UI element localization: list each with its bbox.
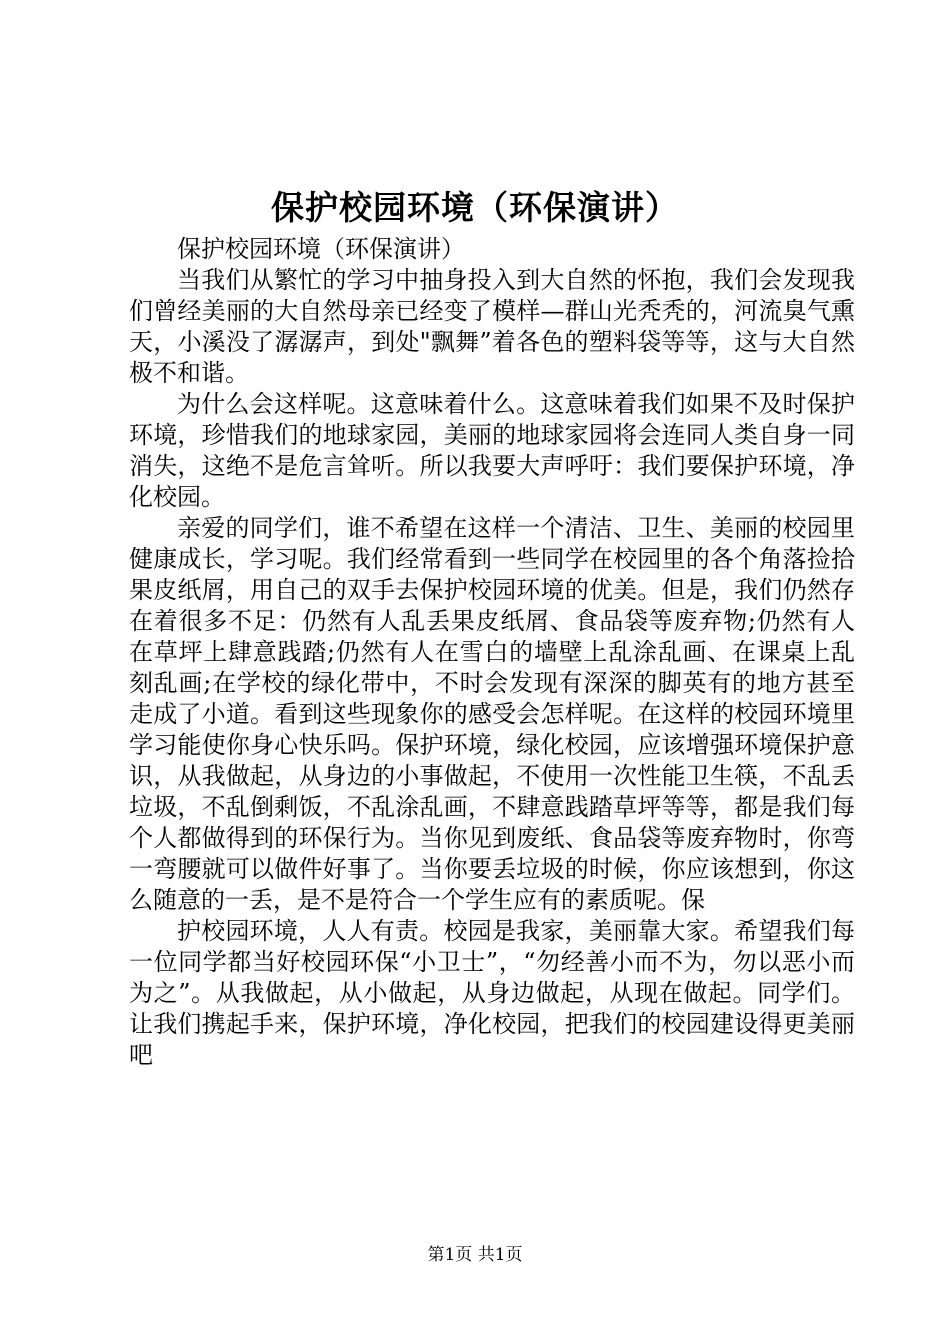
paragraph-subtitle: 保护校园环境（环保演讲） xyxy=(177,235,465,263)
paragraph-2: 为什么会这样呢。这意味着什么。这意味着我们如果不及时保护环境，珍惜我们的地球家园，美丽的地球家园将会连同人类自身一同消失，这绝不是危言耸听。所以我要大声呼吁：我们要保护环境，净化校园。 xyxy=(129,390,855,511)
paragraph-4: 护校园环境，人人有责。校园是我家，美丽靠大家。希望我们每一位同学都当好校园环保“小卫士”，“勿经善小而不为，勿以恶小而为之”。从我做起，从小做起，从身边做起，从现在做起。同学们。让我们携起手来，保护环境，净化校园，把我们的校园建设得更美丽吧 xyxy=(129,917,855,1069)
paragraph-1: 当我们从繁忙的学习中抽身投入到大自然的怀抱，我们会发现我们曾经美丽的大自然母亲已经变了模样—群山光秃秃的，河流臭气熏天，小溪没了潺潺声，到处"飘舞”着各色的塑料袋等等，这与大自然极不和谐。 xyxy=(129,266,855,387)
page-footer: 第1页 共1页 xyxy=(427,1245,523,1265)
paragraph-3: 亲爱的同学们，谁不希望在这样一个清洁、卫生、美丽的校园里健康成长，学习呢。我们经常看到一些同学在校园里的各个角落捡拾果皮纸屑，用自己的双手去保护校园环境的优美。但是，我们仍然存在着很多不足：仍然有人乱丢果皮纸屑、食品袋等废弃物;仍然有人在草坪上肆意践踏;仍然有人在雪白的墙壁上乱涂乱画、在课桌上乱刻乱画;在学校的绿化带中，不时会发现有深深的脚英有的地方甚至走成了小道。看到这些现象你的感受会怎样呢。在这样的校园环境里学习能使你身心快乐吗。保护环境，绿化校园，应该增强环境保护意识，从我做起，从身边的小事做起，不使用一次性能卫生筷，不乱丢垃圾，不乱倒剩饭，不乱涂乱画，不肆意践踏草坪等等，都是我们每个人都做得到的环保行为。当你见到废纸、食品袋等废弃物时，你弯一弯腰就可以做件好事了。当你要丢垃圾的时候，你应该想到，你这么随意的一丢，是不是符合一个学生应有的素质呢。保 xyxy=(129,514,855,914)
document-title: 保护校园环境（环保演讲） xyxy=(271,188,679,227)
document-body xyxy=(129,234,855,1071)
